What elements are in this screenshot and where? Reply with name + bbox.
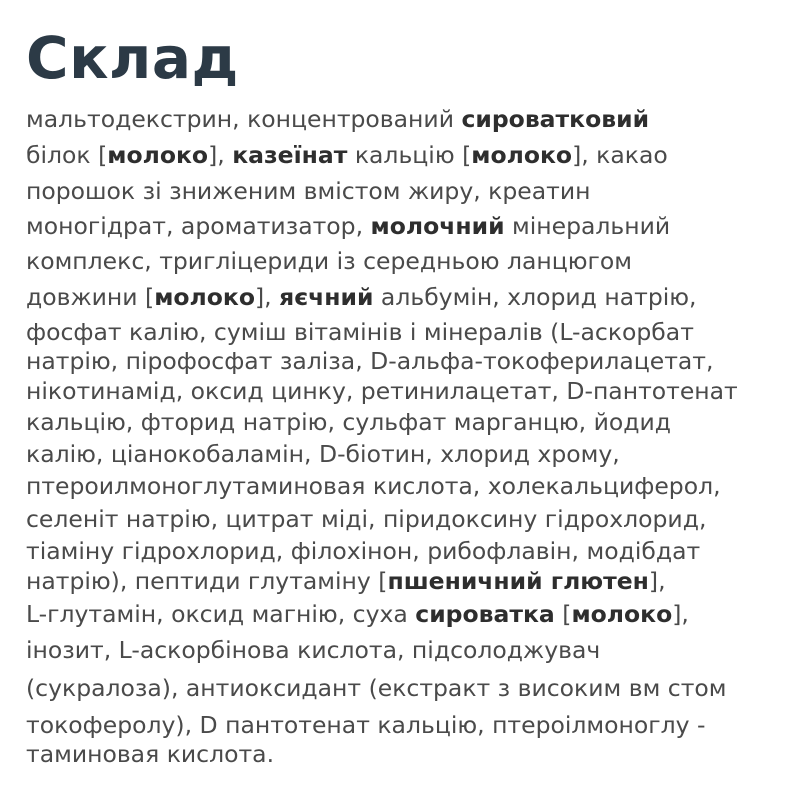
text-line: довжини [молоко], яєчний альбумін, хлорид натрію, [26,283,697,311]
text-line: натрію), пептиди глутаміну [пшеничний глютен], [26,567,666,595]
allergen-highlight: сироватковий [461,105,650,133]
text-line: птероилмоноглутаминовая кислота, холекальциферол, [26,472,721,500]
allergen-highlight: молоко [154,283,256,311]
text-line: білок [молоко], казеїнат кальцію [молоко], какао [26,141,668,169]
text-line: L-глутамін, оксид магнію, суха сироватка [молоко], [26,600,689,628]
text-line: токоферолу), D пантотенат кальцію, птероілмоноглу - [26,711,706,739]
allergen-highlight: молоко [471,141,573,169]
allergen-highlight: молоко [571,600,673,628]
text-line: таминовая кислота. [26,740,275,768]
text-line: порошок зі зниженим вмістом жиру, креатин [26,177,591,205]
text-line: (сукралоза), антиоксидант (екстракт з високим вм стом [26,674,727,702]
allergen-highlight: сироватка [415,600,555,628]
text-line: фосфат калію, суміш вітамінів і мінералів (L-аскорбат [26,318,694,346]
text-line: моногідрат, ароматизатор, молочний мінеральний [26,212,671,240]
text-line: інозит, L-аскорбінова кислота, підсолоджувач [26,636,601,664]
allergen-highlight: яєчний [279,283,374,311]
text-line: селеніт натрію, цитрат міді, піридоксину гідрохлорид, [26,505,707,533]
text-line: комплекс, тригліцериди із середньою ланцюгом [26,247,632,275]
allergen-highlight: молоко [107,141,209,169]
text-line: тіаміну гідрохлорид, філохінон, рибофлавін, модібдат [26,537,701,565]
text-line: натрію, пірофосфат заліза, D-альфа-токоферилацетат, [26,347,714,375]
text-line: нікотинамід, оксид цинку, ретинилацетат, D-пантотенат [26,377,738,405]
allergen-highlight: казеїнат [232,141,348,169]
page-title: Склад [26,24,239,92]
text-line: калію, ціанокобаламін, D-біотин, хлорид хрому, [26,440,620,468]
text-line: кальцію, фторид натрію, сульфат марганцю, йодид [26,408,672,436]
allergen-highlight: пшеничний глютен [387,567,649,595]
allergen-highlight: молочний [370,212,505,240]
text-line: мальтодекстрин, концентрований сироватковий [26,105,650,133]
